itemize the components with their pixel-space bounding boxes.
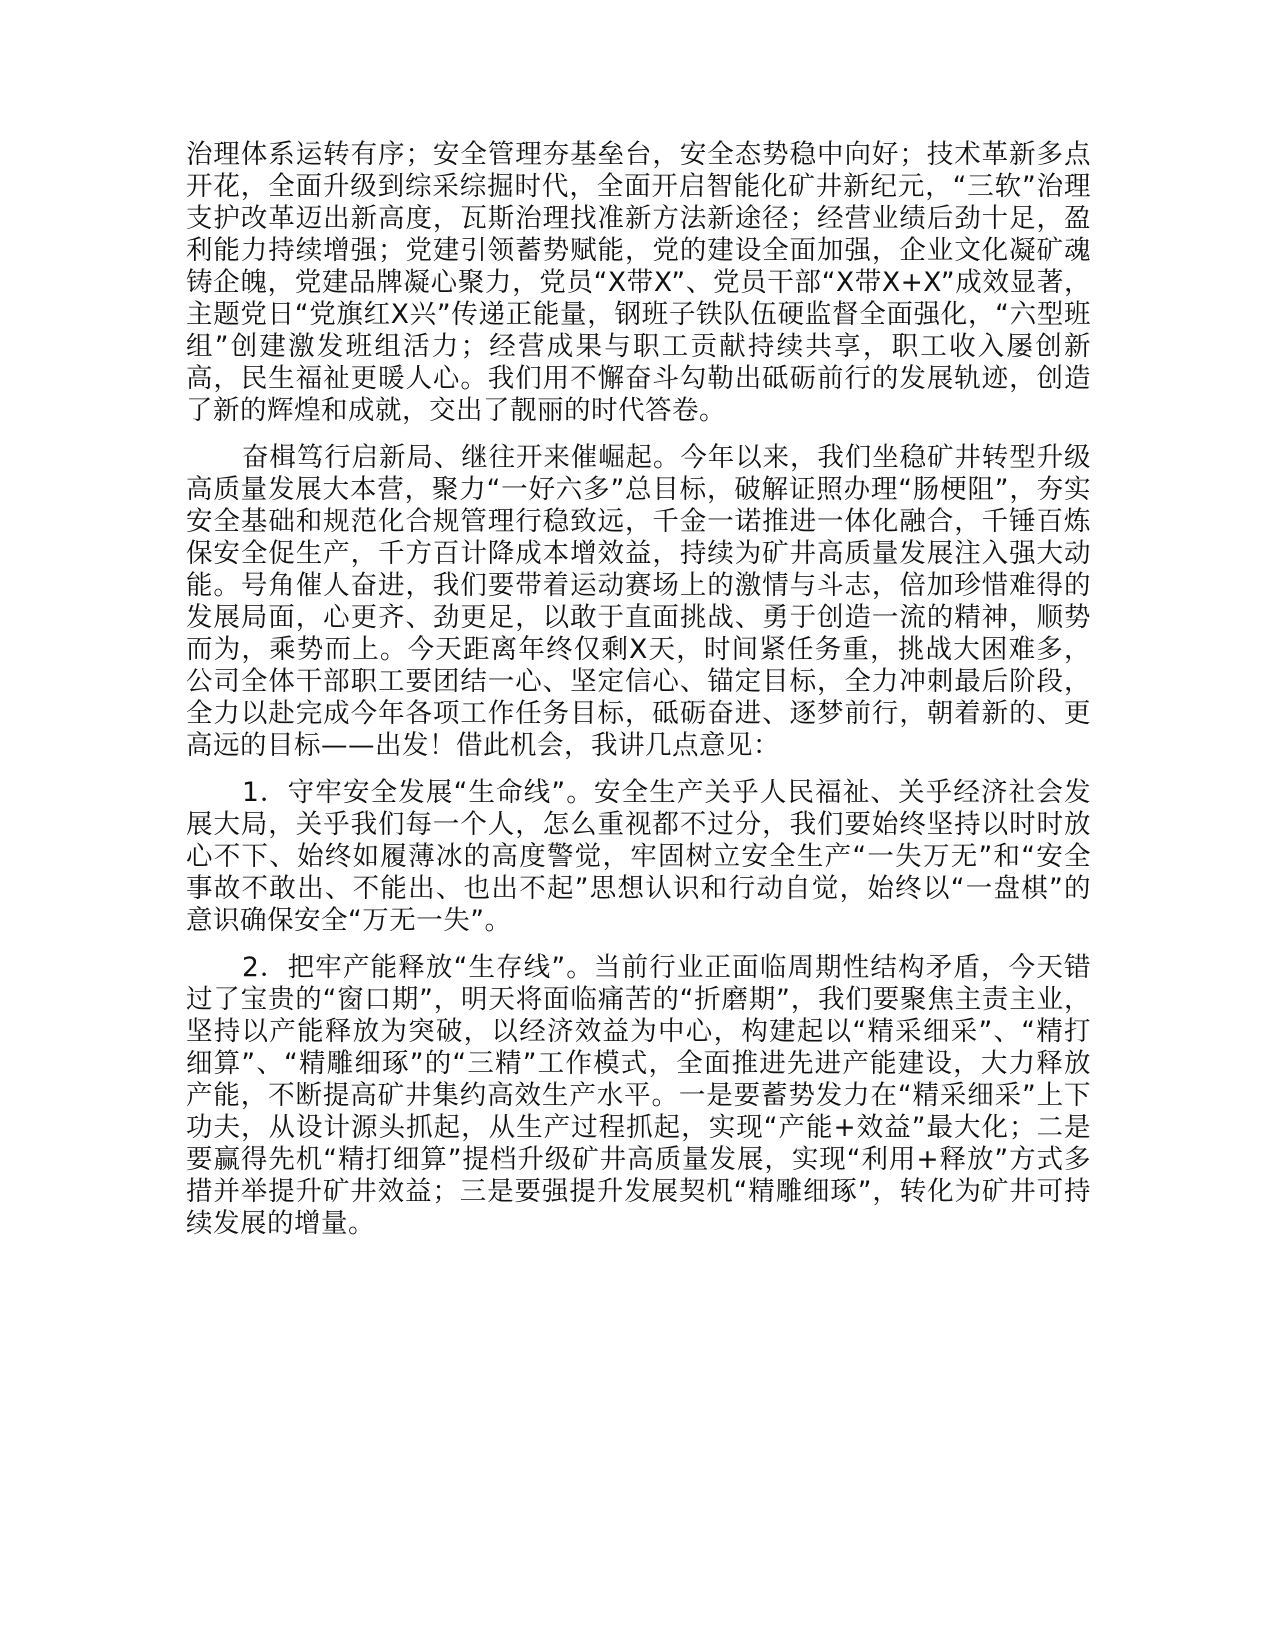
paragraph-new-situation: 奋楫笃行启新局、继往开来催崛起。今年以来，我们坐稳矿井转型升级高质量发展大本营，聚力“一好六多”总目标，破解证照办理“肠梗阻”，夯实安全基础和规范化合规管理行稳致远，千金一诺推进一体化融合，千锤百炼保安全促生产，千方百计降成本增效益，持续为矿井高质量发展注入强大动能。号角催人奋进，我们要带着运动赛场上的激情与斗志，倍加珍惜难得的发展局面，心更齐、劲更足，以敢于直面挑战、勇于创造一流的精神，顺势而为，乘势而上。今天距离年终仅剩X天，时间紧任务重，挑战大困难多，公司全体干部职工要团结一心、坚定信心、锚定目标，全力冲刺最后阶段，全力以赴完成今年各项工作任务目标，砥砺奋进、逐梦前行，朝着新的、更高远的目标——出发！借此机会，我讲几点意见： [186,442,1091,761]
paragraph-continued: 治理体系运转有序；安全管理夯基垒台，安全态势稳中向好；技术革新多点开花，全面升级到综采综掘时代，全面开启智能化矿井新纪元，“三软”治理支护改革迈出新高度，瓦斯治理找准新方法新途径；经营业绩后劲十足，盈利能力持续增强；党建引领蓄势赋能，党的建设全面加强，企业文化凝矿魂铸企魄，党建品牌凝心聚力，党员“X带X”、党员干部“X带X+X”成效显著，主题党日“党旗红X兴”传递正能量，钢班子铁队伍硬监督全面强化，“六型班组”创建激发班组活力；经营成果与职工贡献持续共享，职工收入屡创新高，民生福祉更暖人心。我们用不懈奋斗勾勒出砥砺前行的发展轨迹，创造了新的辉煌和成就，交出了靓丽的时代答卷。 [186,139,1091,426]
document-body [186,139,1091,1255]
paragraph-point-1-safety: 1．守牢安全发展“生命线”。安全生产关乎人民福祉、关乎经济社会发展大局，关乎我们每一个人，怎么重视都不过分，我们要始终坚持以时时放心不下、始终如履薄冰的高度警觉，牢固树立安全生产“一失万无”和“安全事故不敢出、不能出、也出不起”思想认识和行动自觉，始终以“一盘棋”的意识确保安全“万无一失”。 [186,777,1091,936]
paragraph-point-2-capacity: 2．把牢产能释放“生存线”。当前行业正面临周期性结构矛盾，今天错过了宝贵的“窗口期”，明天将面临痛苦的“折磨期”，我们要聚焦主责主业，坚持以产能释放为突破，以经济效益为中心，构建起以“精采细采”、“精打细算”、“精雕细琢”的“三精”工作模式，全面推进先进产能建设，大力释放产能，不断提高矿井集约高效生产水平。一是要蓄势发力在“精采细采”上下功夫，从设计源头抓起，从生产过程抓起，实现“产能+效益”最大化；二是要赢得先机“精打细算”提档升级矿井高质量发展，实现“利用+释放”方式多措并举提升矿井效益；三是要强提升发展契机“精雕细琢”，转化为矿井可持续发展的增量。 [186,952,1091,1239]
